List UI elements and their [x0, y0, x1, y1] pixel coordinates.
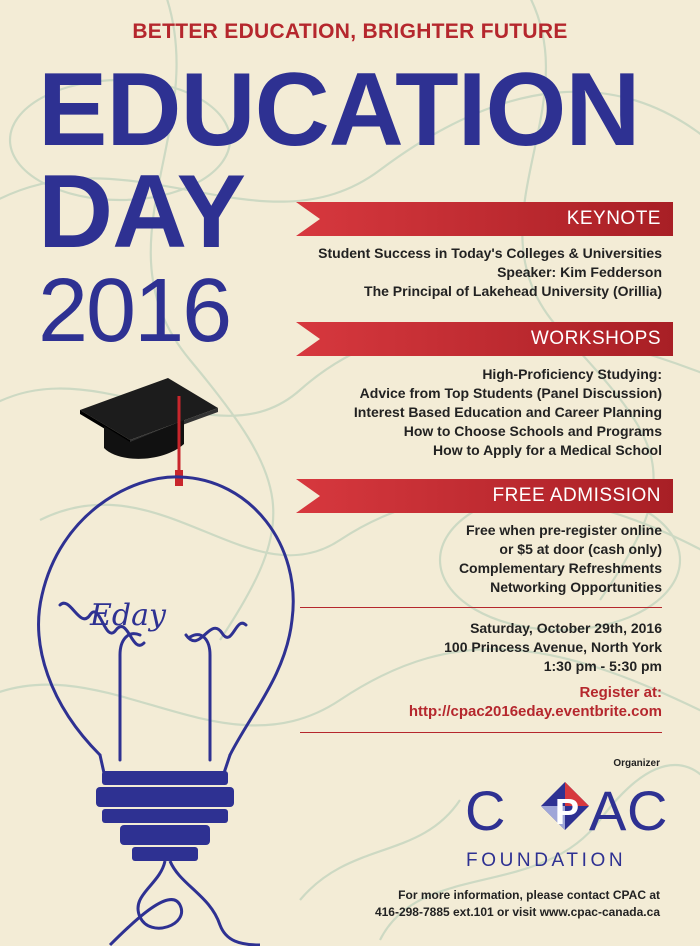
- bulb-script-text: Eday: [90, 598, 166, 633]
- keynote-ribbon: [296, 202, 673, 236]
- workshop-item: Advice from Top Students (Panel Discussion): [359, 385, 662, 401]
- admission-line: Free when pre-register online: [465, 522, 662, 538]
- contact-line-1: For more information, please contact CPAC at: [398, 888, 660, 902]
- event-address: 100 Princess Avenue, North York: [444, 639, 662, 655]
- register-link[interactable]: http://cpac2016eday.eventbrite.com: [408, 703, 662, 720]
- light-bulb-icon: [10, 455, 310, 945]
- divider: [300, 732, 662, 733]
- admission-line: Complementary Refreshments: [458, 560, 662, 576]
- keynote-line: The Principal of Lakehead University (Orillia): [364, 283, 662, 299]
- register-block: [409, 683, 662, 721]
- workshop-item: High-Proficiency Studying:: [482, 366, 662, 382]
- organizer-label: Organizer: [613, 758, 660, 769]
- admission-ribbon: [296, 479, 673, 513]
- keynote-heading: KEYNOTE: [566, 208, 661, 229]
- keynote-details: [318, 244, 662, 301]
- workshop-item: How to Apply for a Medical School: [433, 442, 662, 458]
- event-date: Saturday, October 29th, 2016: [470, 620, 662, 636]
- event-time: 1:30 pm - 5:30 pm: [543, 658, 662, 674]
- workshops-list: [354, 365, 662, 460]
- admission-line: or $5 at door (cash only): [499, 541, 662, 557]
- admission-details: [459, 521, 662, 597]
- logo-letter-a: A: [589, 779, 627, 842]
- divider: [300, 607, 662, 608]
- workshop-item: How to Choose Schools and Programs: [403, 423, 662, 439]
- workshops-ribbon: [296, 322, 673, 356]
- workshops-heading: WORKSHOPS: [530, 328, 661, 349]
- logo-letter-p: P: [555, 791, 580, 832]
- cpac-logo-icon: [463, 776, 668, 846]
- foundation-text: FOUNDATION: [466, 850, 627, 871]
- tagline: BETTER EDUCATION, BRIGHTER FUTURE: [132, 20, 568, 43]
- workshop-item: Interest Based Education and Career Planning: [353, 404, 662, 420]
- event-details: [444, 619, 662, 676]
- admission-line: Networking Opportunities: [490, 579, 662, 595]
- admission-heading: FREE ADMISSION: [492, 485, 661, 506]
- logo-letter-c: C: [465, 779, 506, 842]
- title-line-1: EDUCATION: [38, 52, 640, 168]
- keynote-line: Student Success in Today's Colleges & Universities: [318, 245, 662, 261]
- contact-info: [375, 887, 660, 921]
- title-line-2: DAY: [38, 154, 246, 270]
- title-year: 2016: [38, 261, 231, 361]
- contact-line-2: 416-298-7885 ext.101 or visit www.cpac-canada.ca: [374, 905, 660, 919]
- register-label: Register at:: [579, 684, 662, 701]
- logo-letter-c2: C: [627, 779, 668, 842]
- keynote-line: Speaker: Kim Fedderson: [497, 264, 662, 280]
